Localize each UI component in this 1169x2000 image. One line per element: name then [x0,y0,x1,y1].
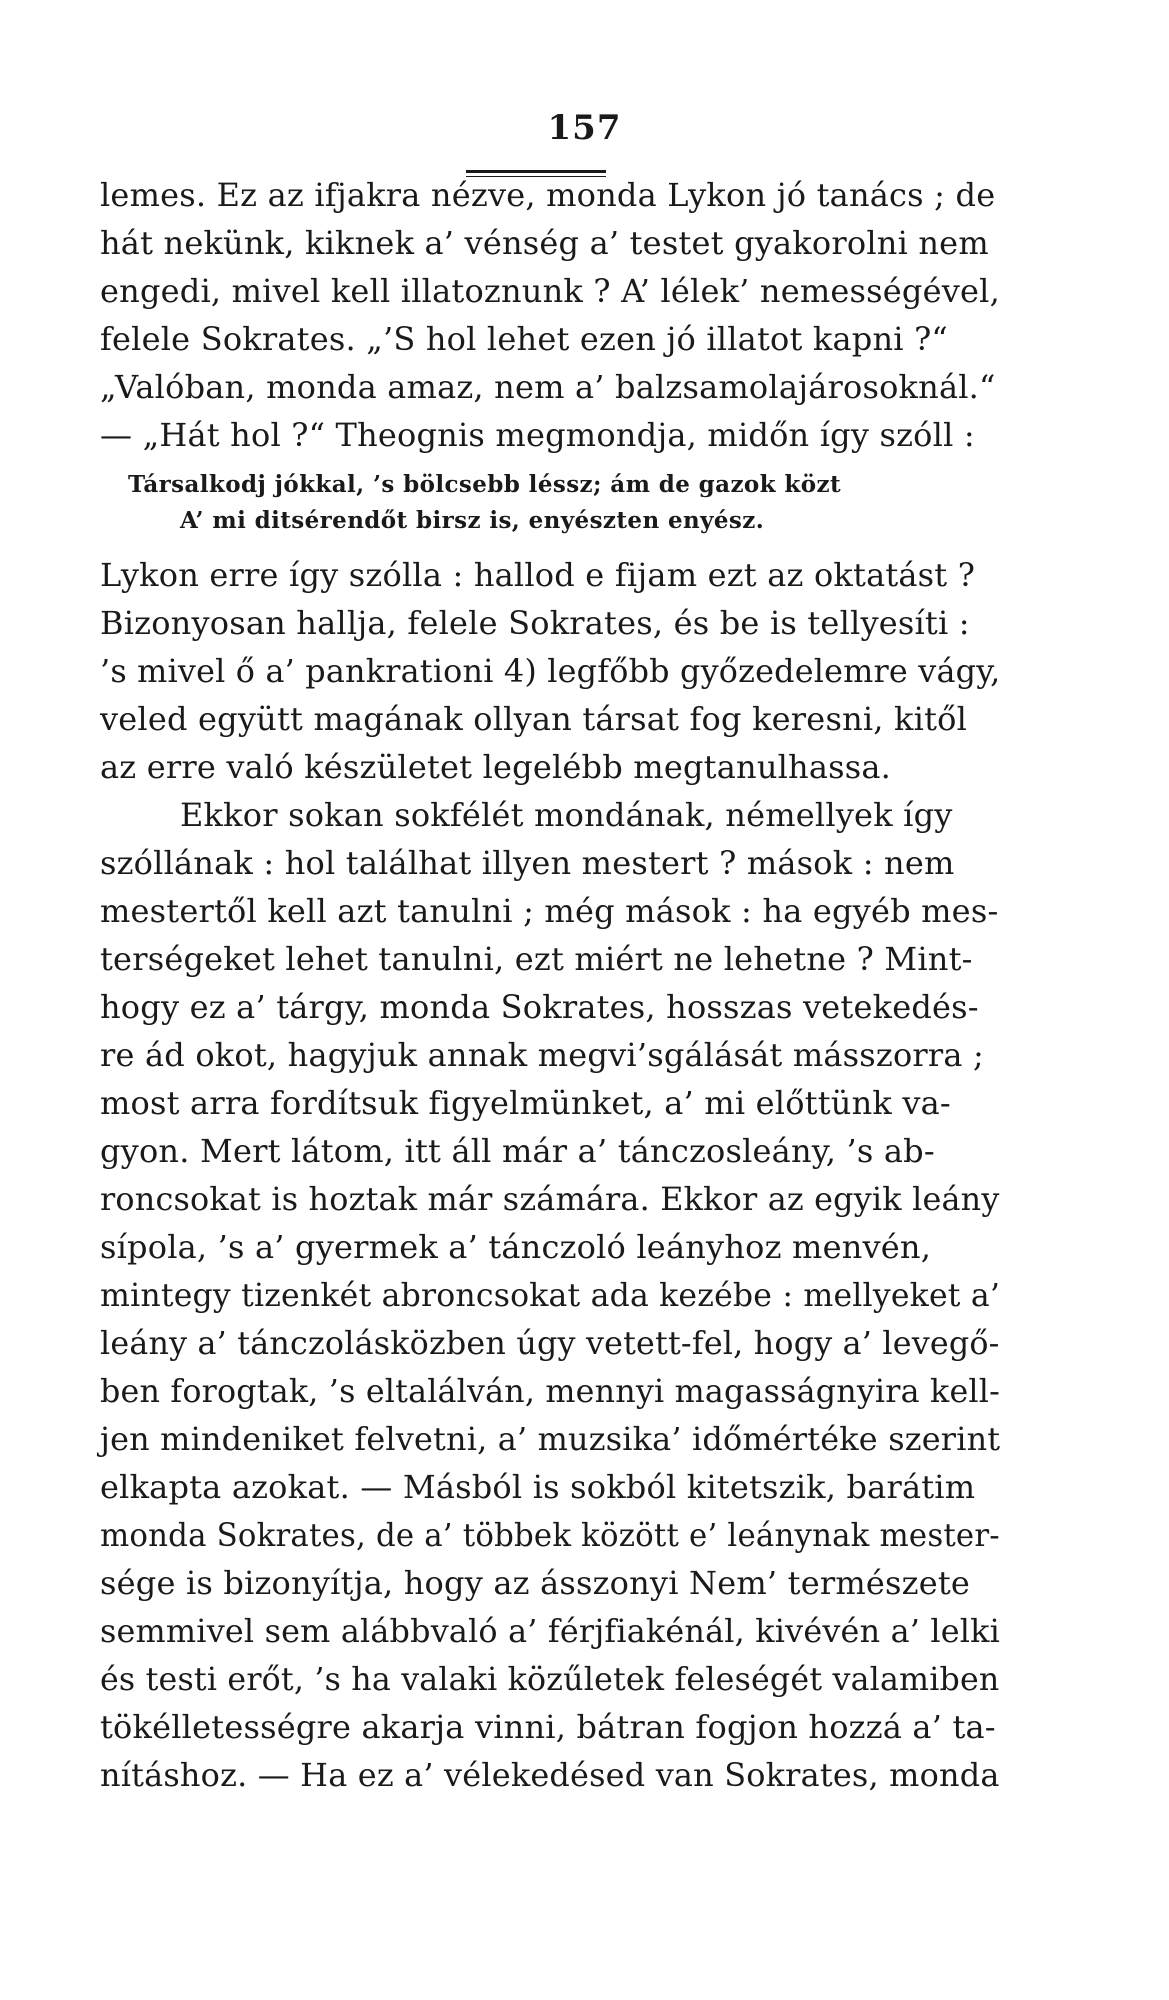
text-line: ’s mivel ő a’ pankrationi 4) legfőbb győzedelemre vágy, [100,652,1001,690]
text-line: veled együtt magának ollyan társat fog keresni, kitől [100,700,968,738]
text-line: leány a’ tánczolásközben úgy vetett-fel, hogy a’ levegő- [100,1324,1000,1362]
text-line: mestertől kell azt tanulni ; még mások : ha egyéb mes- [100,892,999,930]
page-number: 157 [547,108,622,148]
text-line: re ád okot, hagyjuk annak megvi’sgálását másszorra ; [100,1036,985,1074]
text-line: elkapta azokat. — Másból is sokból kitetszik, barátim [100,1468,976,1506]
verse-line: A’ mi ditsérendőt birsz is, enyészten enyész. [180,507,765,534]
text-line: ben forogtak, ’s eltalálván, mennyi magasságnyira kell- [100,1372,1001,1410]
text-line: semmivel sem alábbvaló a’ férjfiakénál, kivévén a’ lelki [100,1612,1001,1650]
text-line: nításhoz. — Ha ez a’ vélekedésed van Sokrates, monda [100,1756,1000,1794]
text-line: jen mindeniket felvetni, a’ muzsika’ időmértéke szerint [100,1420,1001,1458]
text-line: terségeket lehet tanulni, ezt miért ne lehetne ? Mint- [100,940,973,978]
text-line: „Valóban, monda amaz, nem a’ balzsamolajárosoknál.“ [100,368,996,406]
text-line: monda Sokrates, de a’ többek között e’ leánynak mester- [100,1516,1000,1554]
text-line: gyon. Mert látom, itt áll már a’ tánczosleány, ’s ab- [100,1132,935,1170]
text-line: hogy ez a’ tárgy, monda Sokrates, hosszas vetekedés- [100,988,979,1026]
text-line: és testi erőt, ’s ha valaki közűletek feleségét valamiben [100,1660,1000,1698]
text-line: hát nekünk, kiknek a’ vénség a’ testet gyakorolni nem [100,224,989,262]
text-line: szóllának : hol találhat illyen mestert ? mások : nem [100,844,955,882]
text-line: roncsokat is hoztak már számára. Ekkor az egyik leány [100,1180,1000,1218]
text-line: tökélletességre akarja vinni, bátran fogjon hozzá a’ ta- [100,1708,996,1746]
text-line: sípola, ’s a’ gyermek a’ tánczoló leányhoz menvén, [100,1228,932,1266]
text-line: felele Sokrates. „’S hol lehet ezen jó illatot kapni ?“ [100,320,948,358]
text-line: Ekkor sokan sokfélét mondának, némellyek így [180,796,953,834]
text-line: lemes. Ez az ifjakra nézve, monda Lykon jó tanács ; de [100,176,996,214]
text-line: Bizonyosan hallja, felele Sokrates, és be is tellyesíti : [100,604,970,642]
text-line: sége is bizonyítja, hogy az ásszonyi Nem’ természete [100,1564,971,1602]
header-rule [466,170,606,173]
text-line: az erre való készületet legelébb megtanulhassa. [100,748,892,786]
verse-line: Társalkodj jókkal, ’s bölcsebb léssz; ám de gazok közt [128,471,841,498]
text-line: mintegy tizenkét abroncsokat ada kezébe : mellyeket a’ [100,1276,1001,1314]
text-line: — „Hát hol ?“ Theognis megmondja, midőn így szóll : [100,416,975,454]
text-line: most arra fordítsuk figyelmünket, a’ mi előttünk va- [100,1084,951,1122]
text-line: Lykon erre így szólla : hallod e fijam ezt az oktatást ? [100,556,976,594]
text-line: engedi, mivel kell illatoznunk ? A’ lélek’ nemességével, [100,272,1000,310]
